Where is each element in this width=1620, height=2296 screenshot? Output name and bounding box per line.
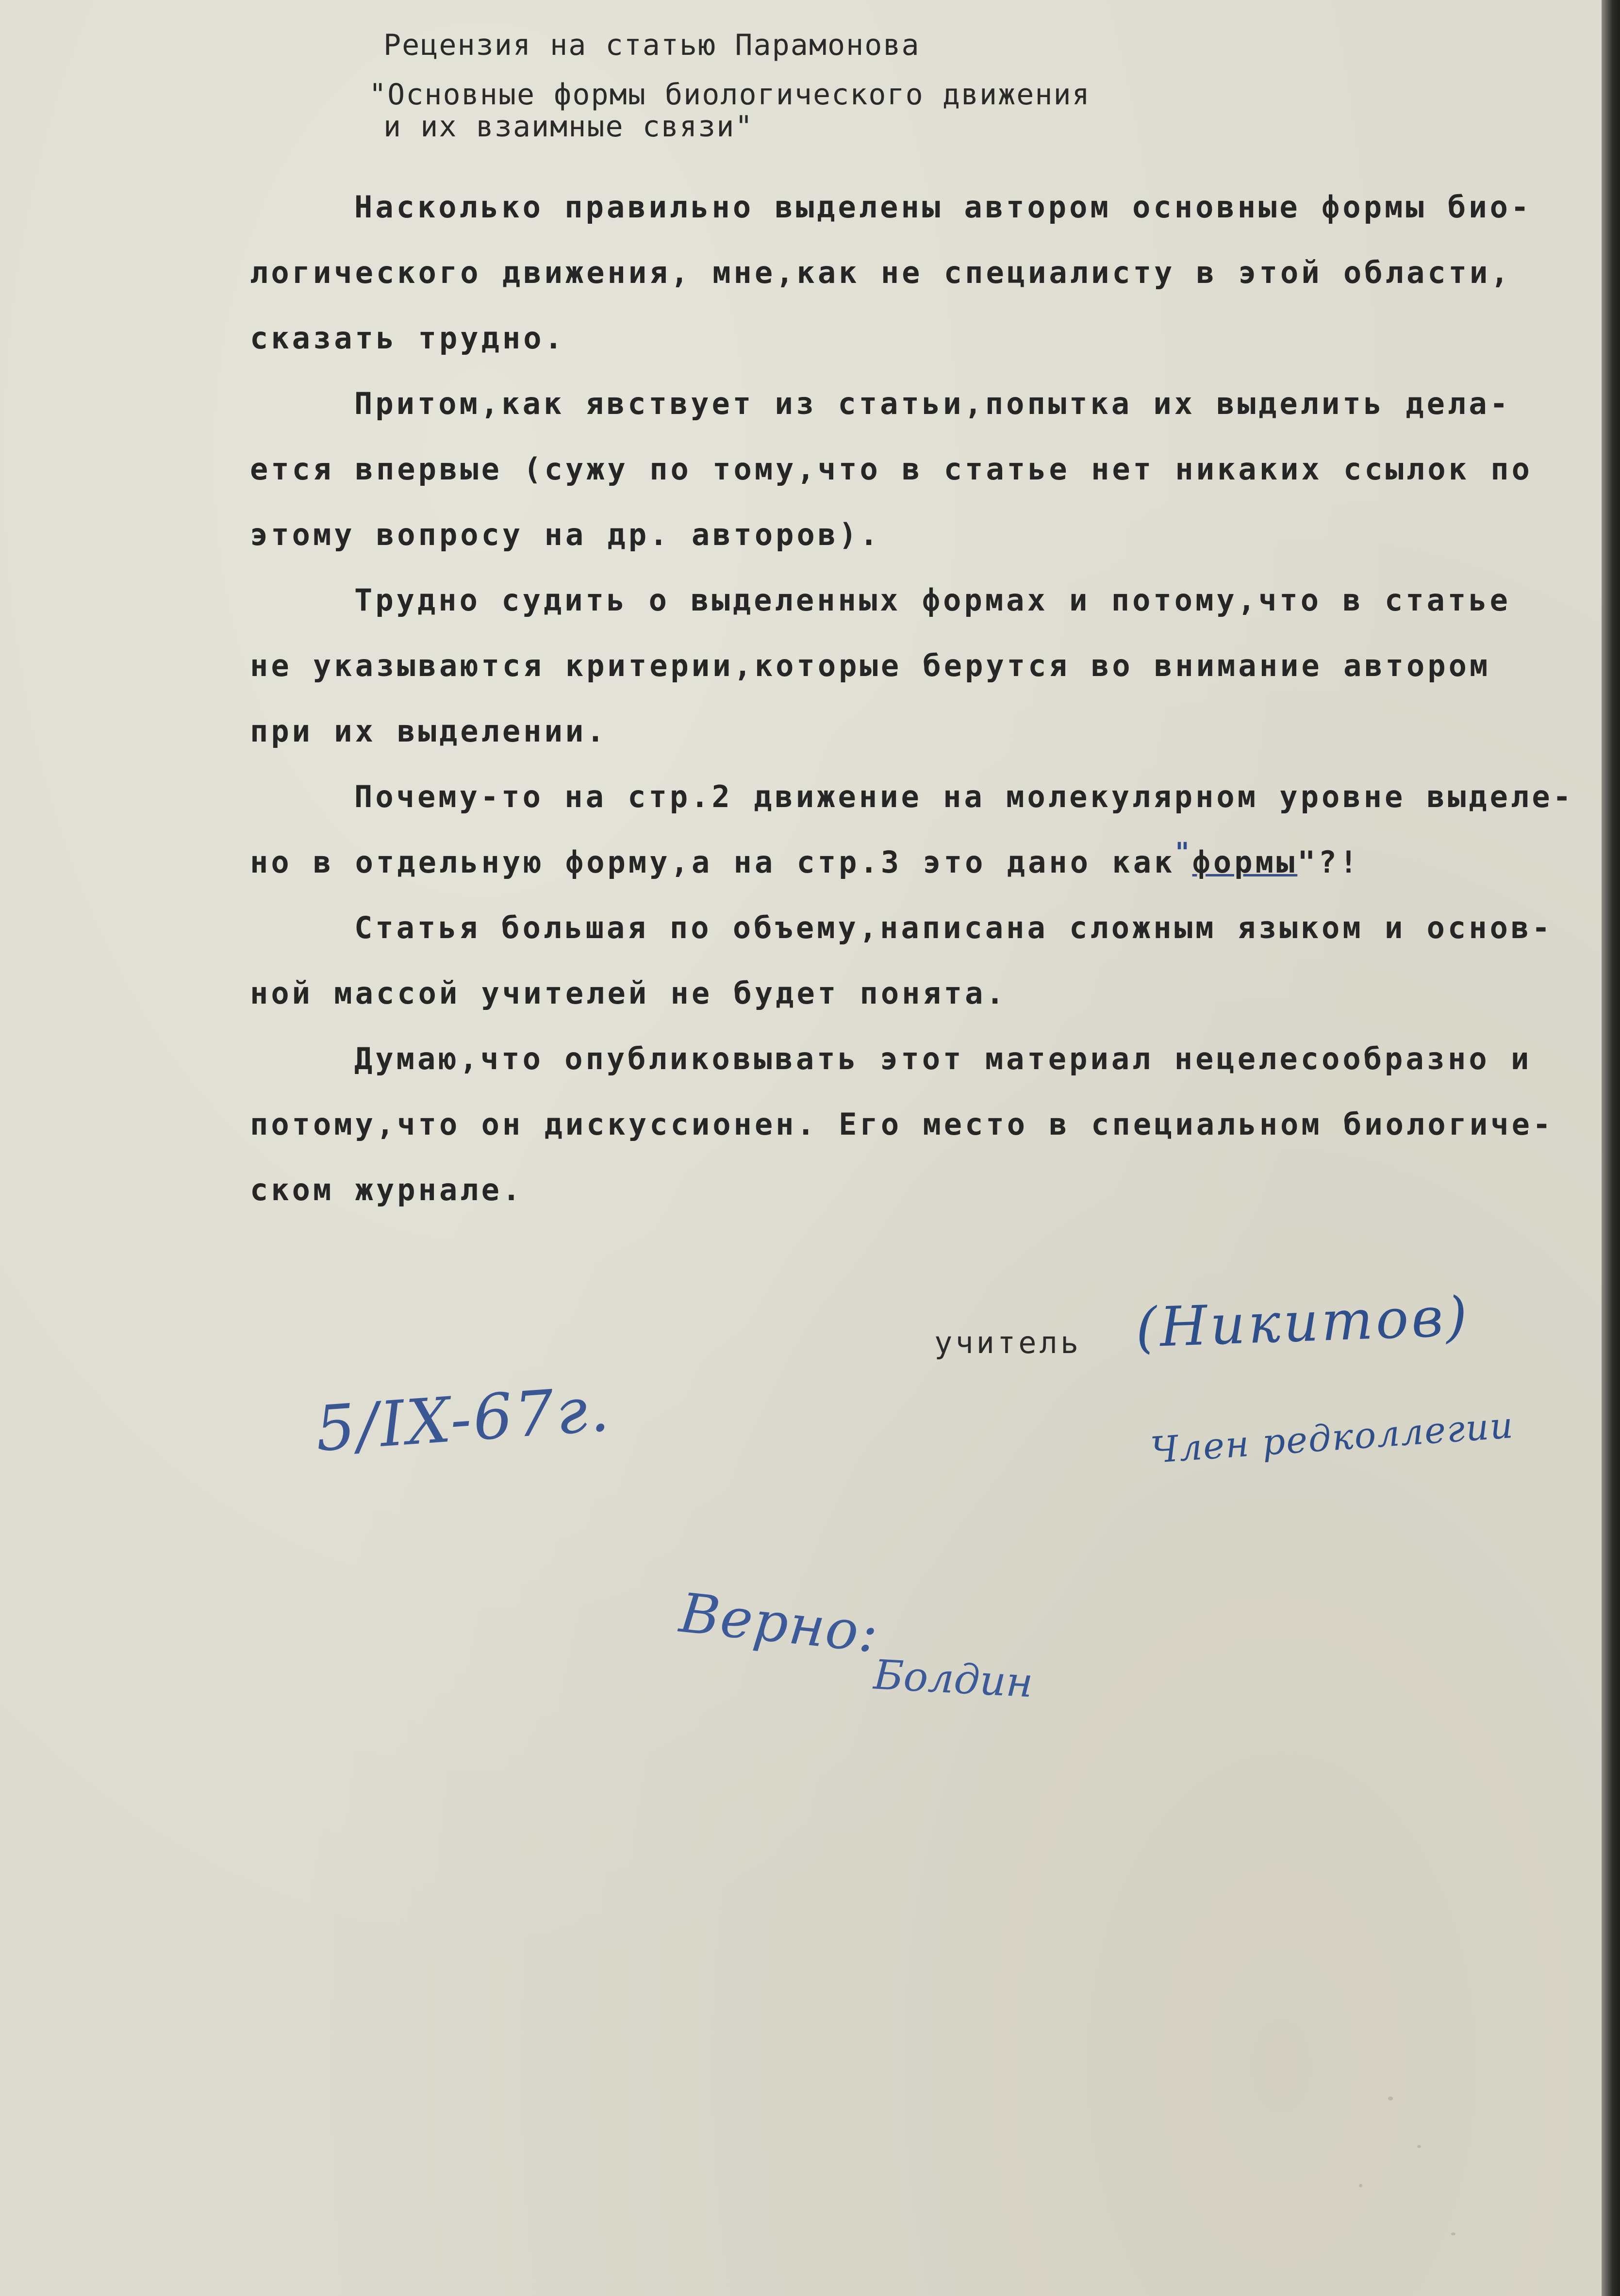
handwritten-member-note: Член редколлегии bbox=[1149, 1404, 1516, 1472]
p4-line-1: Почему-то на стр.2 движение на молекулярном уровне выделе- bbox=[354, 779, 1574, 814]
p4-line-2-end: "?! bbox=[1297, 844, 1361, 880]
review-title: Рецензия на статью Парамонова bbox=[383, 28, 920, 62]
paper-speck bbox=[1451, 2232, 1455, 2235]
handwritten-certified-note: Верно: bbox=[677, 1581, 882, 1666]
p1-line-3: сказать трудно. bbox=[250, 320, 565, 356]
signer-role: учитель bbox=[934, 1325, 1082, 1360]
p1-line-2: логического движения, мне,как не специалисту в этой области, bbox=[250, 255, 1512, 290]
p1-line-1: Насколько правильно выделены автором основные формы био- bbox=[354, 189, 1532, 225]
p6-line-3: ском журнале. bbox=[250, 1172, 524, 1207]
handwritten-date: 5/IX-67г. bbox=[313, 1372, 613, 1466]
scan-edge-shadow bbox=[1602, 0, 1620, 2296]
p3-line-2: не указываются критерии,которые берутся во внимание автором bbox=[250, 648, 1491, 683]
p5-line-2: ной массой учителей не будет понята. bbox=[250, 975, 1007, 1011]
p6-line-1: Думаю,что опубликовывать этот материал нецелесообразно и bbox=[354, 1041, 1532, 1076]
p6-line-2: потому,что он дискуссионен. Его место в специальном биологиче- bbox=[250, 1107, 1554, 1142]
handwritten-quote-mark: " bbox=[1175, 837, 1192, 869]
paper-speck bbox=[1388, 2097, 1393, 2100]
p3-line-1: Трудно судить о выделенных формах и потому,что в статье bbox=[354, 582, 1511, 618]
article-title-line-1: "Основные формы биологического движения bbox=[369, 78, 1091, 112]
handwritten-signer-name: (Никитов) bbox=[1134, 1285, 1471, 1360]
p5-line-1: Статья большая по объему,написана сложным языком и основ- bbox=[354, 910, 1553, 945]
handwritten-certifier-signature: Болдин bbox=[872, 1651, 1034, 1707]
p2-line-3: этому вопросу на др. авторов). bbox=[250, 517, 881, 552]
article-title-line-2: и их взаимные связи" bbox=[383, 110, 754, 144]
p3-line-3: при их выделении. bbox=[250, 713, 608, 749]
paper-speck bbox=[1417, 2145, 1421, 2148]
p2-line-1: Притом,как явствует из статьи,попытка их выделить дела- bbox=[354, 386, 1511, 421]
p4-line-2-start: но в отдельную форму,а на стр.3 это дано как bbox=[250, 844, 1175, 880]
underlined-word-formy: формы bbox=[1192, 844, 1298, 880]
paper-speck bbox=[1359, 2184, 1362, 2187]
p2-line-2: ется впервые (сужу по тому,что в статье нет никаких ссылок по bbox=[250, 451, 1533, 487]
p4-line-2 bbox=[250, 837, 1361, 880]
